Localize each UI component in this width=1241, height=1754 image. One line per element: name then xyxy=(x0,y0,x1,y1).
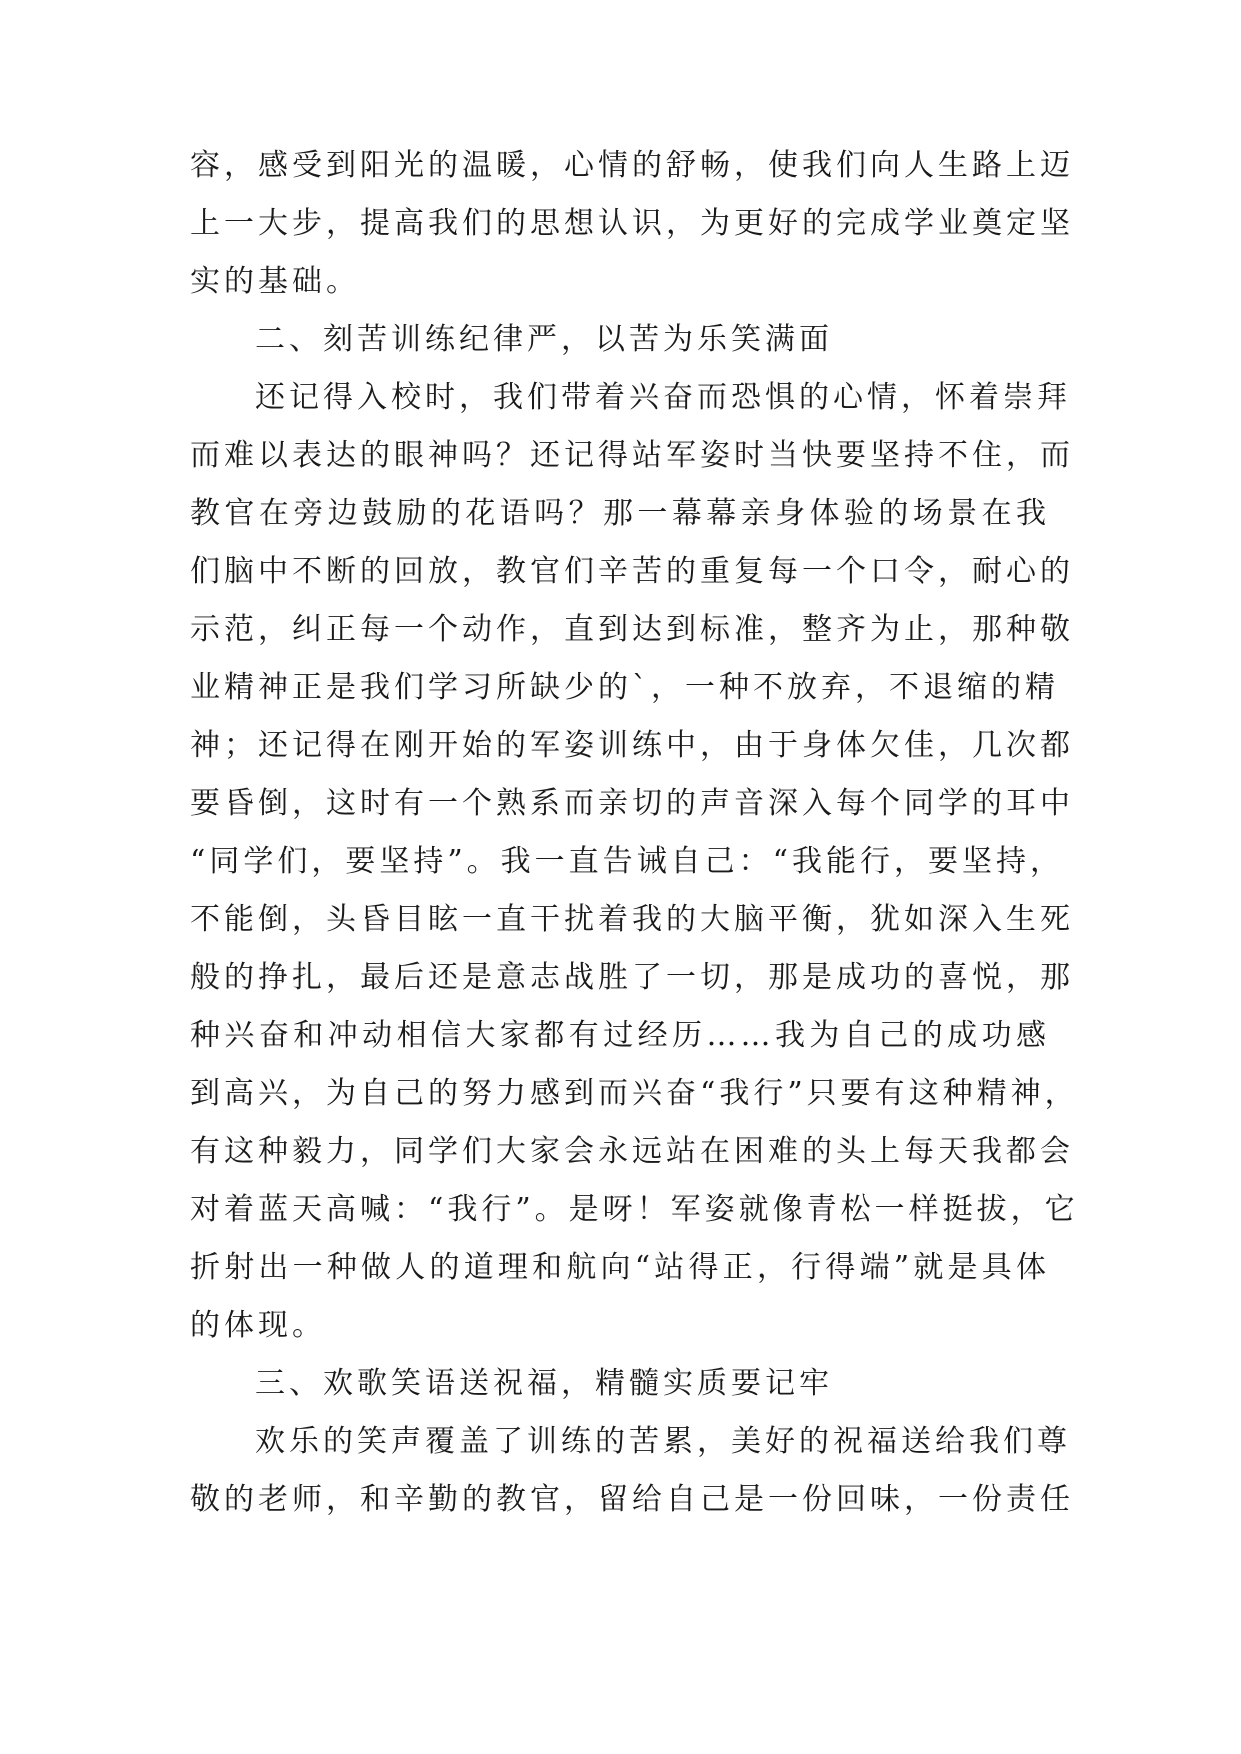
text-line: 要昏倒，这时有一个熟系而亲切的声音深入每个同学的耳中 xyxy=(190,786,1074,821)
text-line: 敬的老师，和辛勤的教官，留给自己是一份回味，一份责任 xyxy=(190,1482,1074,1517)
text-line: 有这种毅力，同学们大家会永远站在困难的头上每天我都会 xyxy=(190,1134,1074,1169)
text-line: 对着蓝天高喊：“我行”。是呀！军姿就像青松一样挺拔，它 xyxy=(190,1192,1079,1227)
section-heading: 三、欢歌笑语送祝福，精髓实质要记牢 xyxy=(255,1366,833,1401)
text-line: 不能倒，头昏目眩一直干扰着我的大脑平衡，犹如深入生死 xyxy=(190,902,1074,937)
text-line: 业精神正是我们学习所缺少的`，一种不放弃，不退缩的精 xyxy=(190,670,1059,705)
text-line: 容，感受到阳光的温暖，心情的舒畅，使我们向人生路上迈 xyxy=(190,148,1074,183)
text-line: 上一大步，提高我们的思想认识，为更好的完成学业奠定坚 xyxy=(190,206,1074,241)
text-line: 们脑中不断的回放，教官们辛苦的重复每一个口令，耐心的 xyxy=(190,554,1074,589)
text-line: 种兴奋和冲动相信大家都有过经历……我为自己的成功感 xyxy=(190,1018,1050,1053)
text-line: 还记得入校时，我们带着兴奋而恐惧的心情，怀着崇拜 xyxy=(255,380,1071,415)
text-line: 神；还记得在刚开始的军姿训练中，由于身体欠佳，几次都 xyxy=(190,728,1074,763)
text-line: 而难以表达的眼神吗？还记得站军姿时当快要坚持不住，而 xyxy=(190,438,1074,473)
section-heading: 二、刻苦训练纪律严，以苦为乐笑满面 xyxy=(255,322,833,357)
text-line: 的体现。 xyxy=(190,1308,326,1343)
text-line: 到高兴，为自己的努力感到而兴奋“我行”只要有这种精神， xyxy=(190,1076,1079,1111)
text-line: 教官在旁边鼓励的花语吗？那一幕幕亲身体验的场景在我 xyxy=(190,496,1050,531)
text-line: 欢乐的笑声覆盖了训练的苦累，美好的祝福送给我们尊 xyxy=(255,1424,1071,1459)
text-line: 实的基础。 xyxy=(190,264,360,299)
text-line: “同学们，要坚持”。我一直告诫自己：“我能行，要坚持， xyxy=(190,844,1065,879)
text-line: 般的挣扎，最后还是意志战胜了一切，那是成功的喜悦，那 xyxy=(190,960,1074,995)
text-line: 折射出一种做人的道理和航向“站得正，行得端”就是具体 xyxy=(190,1250,1050,1285)
text-line: 示范，纠正每一个动作，直到达到标准，整齐为止，那种敬 xyxy=(190,612,1074,647)
